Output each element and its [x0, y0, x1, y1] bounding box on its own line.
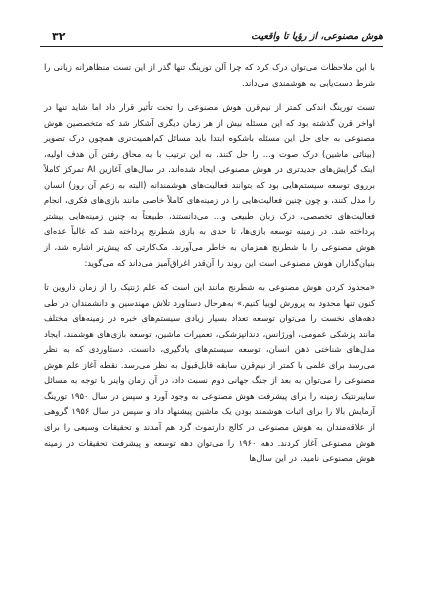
header-rule [40, 46, 383, 47]
running-head-title: هوش مصنوعی، از رؤیا تا واقعیت [251, 31, 383, 42]
body-text [44, 60, 375, 467]
paragraph-1: با این ملاحظات می‌توان درک کرد که چرا آلن تورینگ تنها گذر از این تست منظاهرانه زبانی را شرط دست‌یابی به هوشمندی می‌داند. [44, 62, 375, 88]
paragraph-2: تست تورینگ اندکی کمتر از نیم‌قرن هوش مصنوعی را تحت تأثیر قرار داد اما شاید تنها در اواخر قرن گذشته بود که این مسئله بیش از هر زمان دیگری آشکار شد که متخصصین هوش مصنوعی به جای حل این مسئله باشکوه ابتدا باید مسائل کم‌اهمیت‌تری همچون درک تصویر (بینائی ماشین) درک صوت و... را حل کنند. به این ترتیب با به محاق رفتن آن هدف اولیه، اینک گرایش‌های جدیدتری در هوش مصنوعی ایجاد شده‌اند. در سال‌های آغازین AI تمرکز کاملاً برروی توسعه سیستم‌هایی بود که بتوانند فعالیت‌های هوشمندانه (البته به زعم آن روز) انسان را مدل کنند، و چون چنین فعالیت‌هایی را در زمینه‌های کاملاً خاصی مانند بازی‌های فکری، انجام فعالیت‌های تخصصی، درک زبان طبیعی و... می‌دانستند، طبیعتاً به چنین زمینه‌هایی بیشتر پرداخته شد. در زمینه توسعه بازی‌ها، تا حدی به بازی شطرنج پرداخته شد که غالباً عده‌ای هوش مصنوعی را با شطرنج همزمان به خاطر می‌آورند. مک‌کارتی که پیش‌تر اشاره شد، از بنیان‌گذاران هوش مصنوعی است این روند را آن‌قدر اغراق‌آمیز می‌داند که می‌گوید: [44, 102, 375, 268]
page-number: ۳۲ [52, 30, 66, 43]
running-head [52, 24, 383, 44]
paragraph-3: «محدود کردن هوش مصنوعی به شطرنج مانند این است که علم ژنتیک را از زمان داروین تا کنون تنها محدود به پرورش لوبیا کنیم.» به‌هرحال دستاورد تلاش مهندسین و دانشمندان در طی دهه‌های نخست را می‌توان توسعه تعداد بسیار زیادی سیستم‌های خبره در زمینه‌های مختلف مانند پزشکی عمومی، اورژانس، دندانپزشکی، تعمیرات ماشین، توسعه بازی‌های هوشمند، ایجاد مدل‌های شناختی ذهن انسان، توسعه سیستم‌های یادگیری، دانست. دستاوردی که به نظر می‌رسد برای علمی با کمتر از نیم‌قرن سابقه قابل‌قبول به نظر می‌رسد. نقطه آغاز علم هوش مصنوعی را می‌توان به بعد از جنگ جهانی دوم نسبت داد، در آن زمان واینر با توجه به مسائل سایبرنتیک زمینه را برای پیشرفت هوش مصنوعی به وجود آورد و سپس در سال ۱۹۵۰ تورینگ آزمایش بالا را برای اثبات هوشمند بودن یک ماشین پیشنهاد داد و سپس در سال ۱۹۵۶ گروهی از علاقه‌مندان به هوش مصنوعی در کالج دارتموث گرد هم آمدند و تحقیقات وسیعی را برای هوش مصنوعی آغاز کردند. دهه ۱۹۶۰ را می‌توان دهه توسعه و پیشرفت تحقیقات در زمینه هوش مصنوعی نامید. در این سال‌ها [44, 282, 375, 464]
